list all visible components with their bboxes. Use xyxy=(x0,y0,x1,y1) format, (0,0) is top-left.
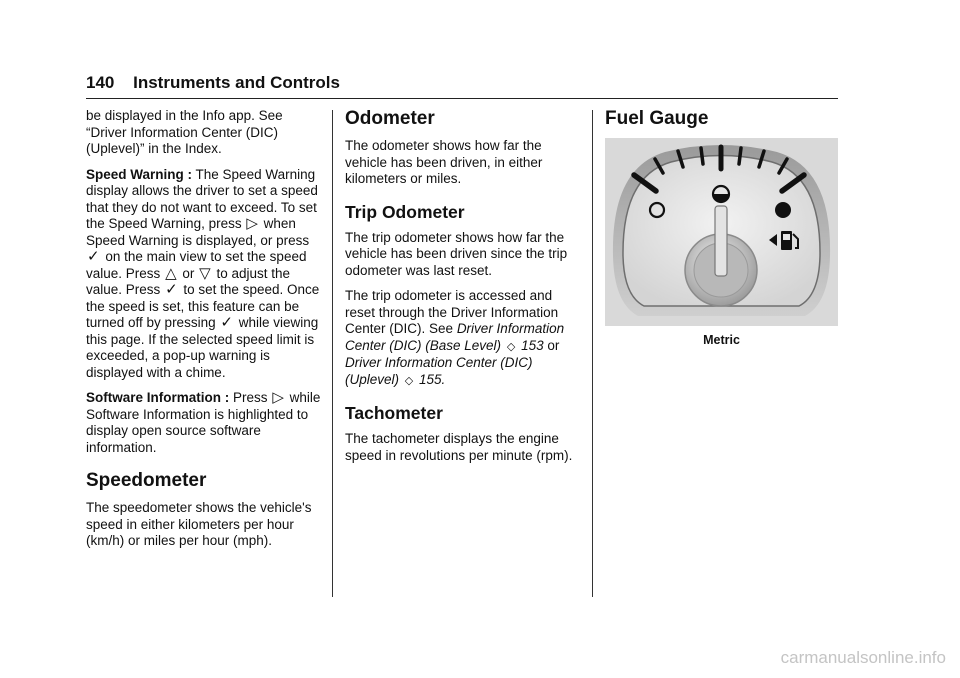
text: or xyxy=(182,265,195,281)
speedometer-paragraph: The speedometer shows the vehicle's speed in either kilometers per hour (km/h) or miles per hour (mph). xyxy=(86,500,312,548)
column-divider xyxy=(332,110,333,597)
tachometer-heading: Tachometer xyxy=(345,403,443,423)
trip-odometer-paragraph: The trip odometer shows how far the vehicle has been driven since the trip odometer was last reset. xyxy=(345,229,568,278)
next-arrow-icon: ▷ xyxy=(272,389,284,406)
column-divider xyxy=(592,110,593,597)
trip-odometer-heading: Trip Odometer xyxy=(345,201,465,222)
text: The Speed Warning display allows the driver to set a speed that they do not want to exceed. To set the Speed Warning, press xyxy=(86,166,318,231)
text: while viewing this page. If the selected speed limit is exceeded, a pop-up warning is displayed with a chime. xyxy=(86,315,319,380)
next-arrow-icon: ▷ xyxy=(246,215,258,232)
dic-base-level-link[interactable]: Driver Information Center (DIC) (Base Level) xyxy=(345,321,565,353)
page-number: 140 xyxy=(86,73,115,92)
speed-warning-paragraph xyxy=(86,167,322,382)
text: to adjust the value. Press xyxy=(86,265,291,297)
trip-odometer-reference-paragraph xyxy=(345,288,581,389)
text: The trip odometer is accessed and reset through the Driver Information Center (DIC). See xyxy=(345,288,559,336)
intro-paragraph: be displayed in the Info app. See “Driver Information Center (DIC) (Uplevel)” in the Index. xyxy=(86,108,283,156)
column-1 xyxy=(86,108,322,559)
page-header xyxy=(86,72,838,99)
text: when Speed Warning is displayed, or press xyxy=(86,216,310,248)
section-title: Instruments and Controls xyxy=(133,73,340,92)
checkmark-icon: ✓ xyxy=(220,314,233,331)
odometer-heading: Odometer xyxy=(345,108,435,129)
speedometer-heading: Speedometer xyxy=(86,470,207,491)
software-information-paragraph xyxy=(86,390,322,456)
down-arrow-icon: ▽ xyxy=(199,264,211,282)
text: on the main view to set the speed value. Press xyxy=(86,249,307,281)
figure-caption: Metric xyxy=(703,333,740,347)
tachometer-paragraph: The tachometer displays the engine speed in revolutions per minute (rpm). xyxy=(345,431,573,463)
up-arrow-icon: △ xyxy=(165,264,177,282)
checkmark-icon: ✓ xyxy=(87,248,100,265)
text: Press xyxy=(233,390,268,405)
fuel-gauge-icon xyxy=(605,138,838,326)
column-3 xyxy=(605,108,839,349)
page-reference-icon: ◇ xyxy=(506,340,516,353)
checkmark-icon: ✓ xyxy=(165,281,178,298)
watermark: carmanualsonline.info xyxy=(780,648,946,667)
fuel-gauge-illustration xyxy=(605,138,838,326)
text: or xyxy=(547,337,560,353)
odometer-paragraph: The odometer shows how far the vehicle has been driven, in either kilometers or miles. xyxy=(345,138,543,186)
speed-warning-label: Speed Warning : xyxy=(86,166,193,182)
column-2 xyxy=(345,108,581,473)
text: to set the speed. Once the speed is set, this feature can be turned off by pressing xyxy=(86,282,320,330)
page-reference-icon: ◇ xyxy=(404,374,414,387)
page-reference: 155. xyxy=(419,371,446,387)
dic-uplevel-link[interactable]: Driver Information Center (DIC) (Uplevel) xyxy=(345,355,533,387)
text: while Software Information is highlighted to display open source software information. xyxy=(86,390,321,455)
page-reference: 153 xyxy=(521,337,544,353)
fuel-gauge-heading: Fuel Gauge xyxy=(605,108,709,129)
software-information-label: Software Information : xyxy=(86,390,230,405)
